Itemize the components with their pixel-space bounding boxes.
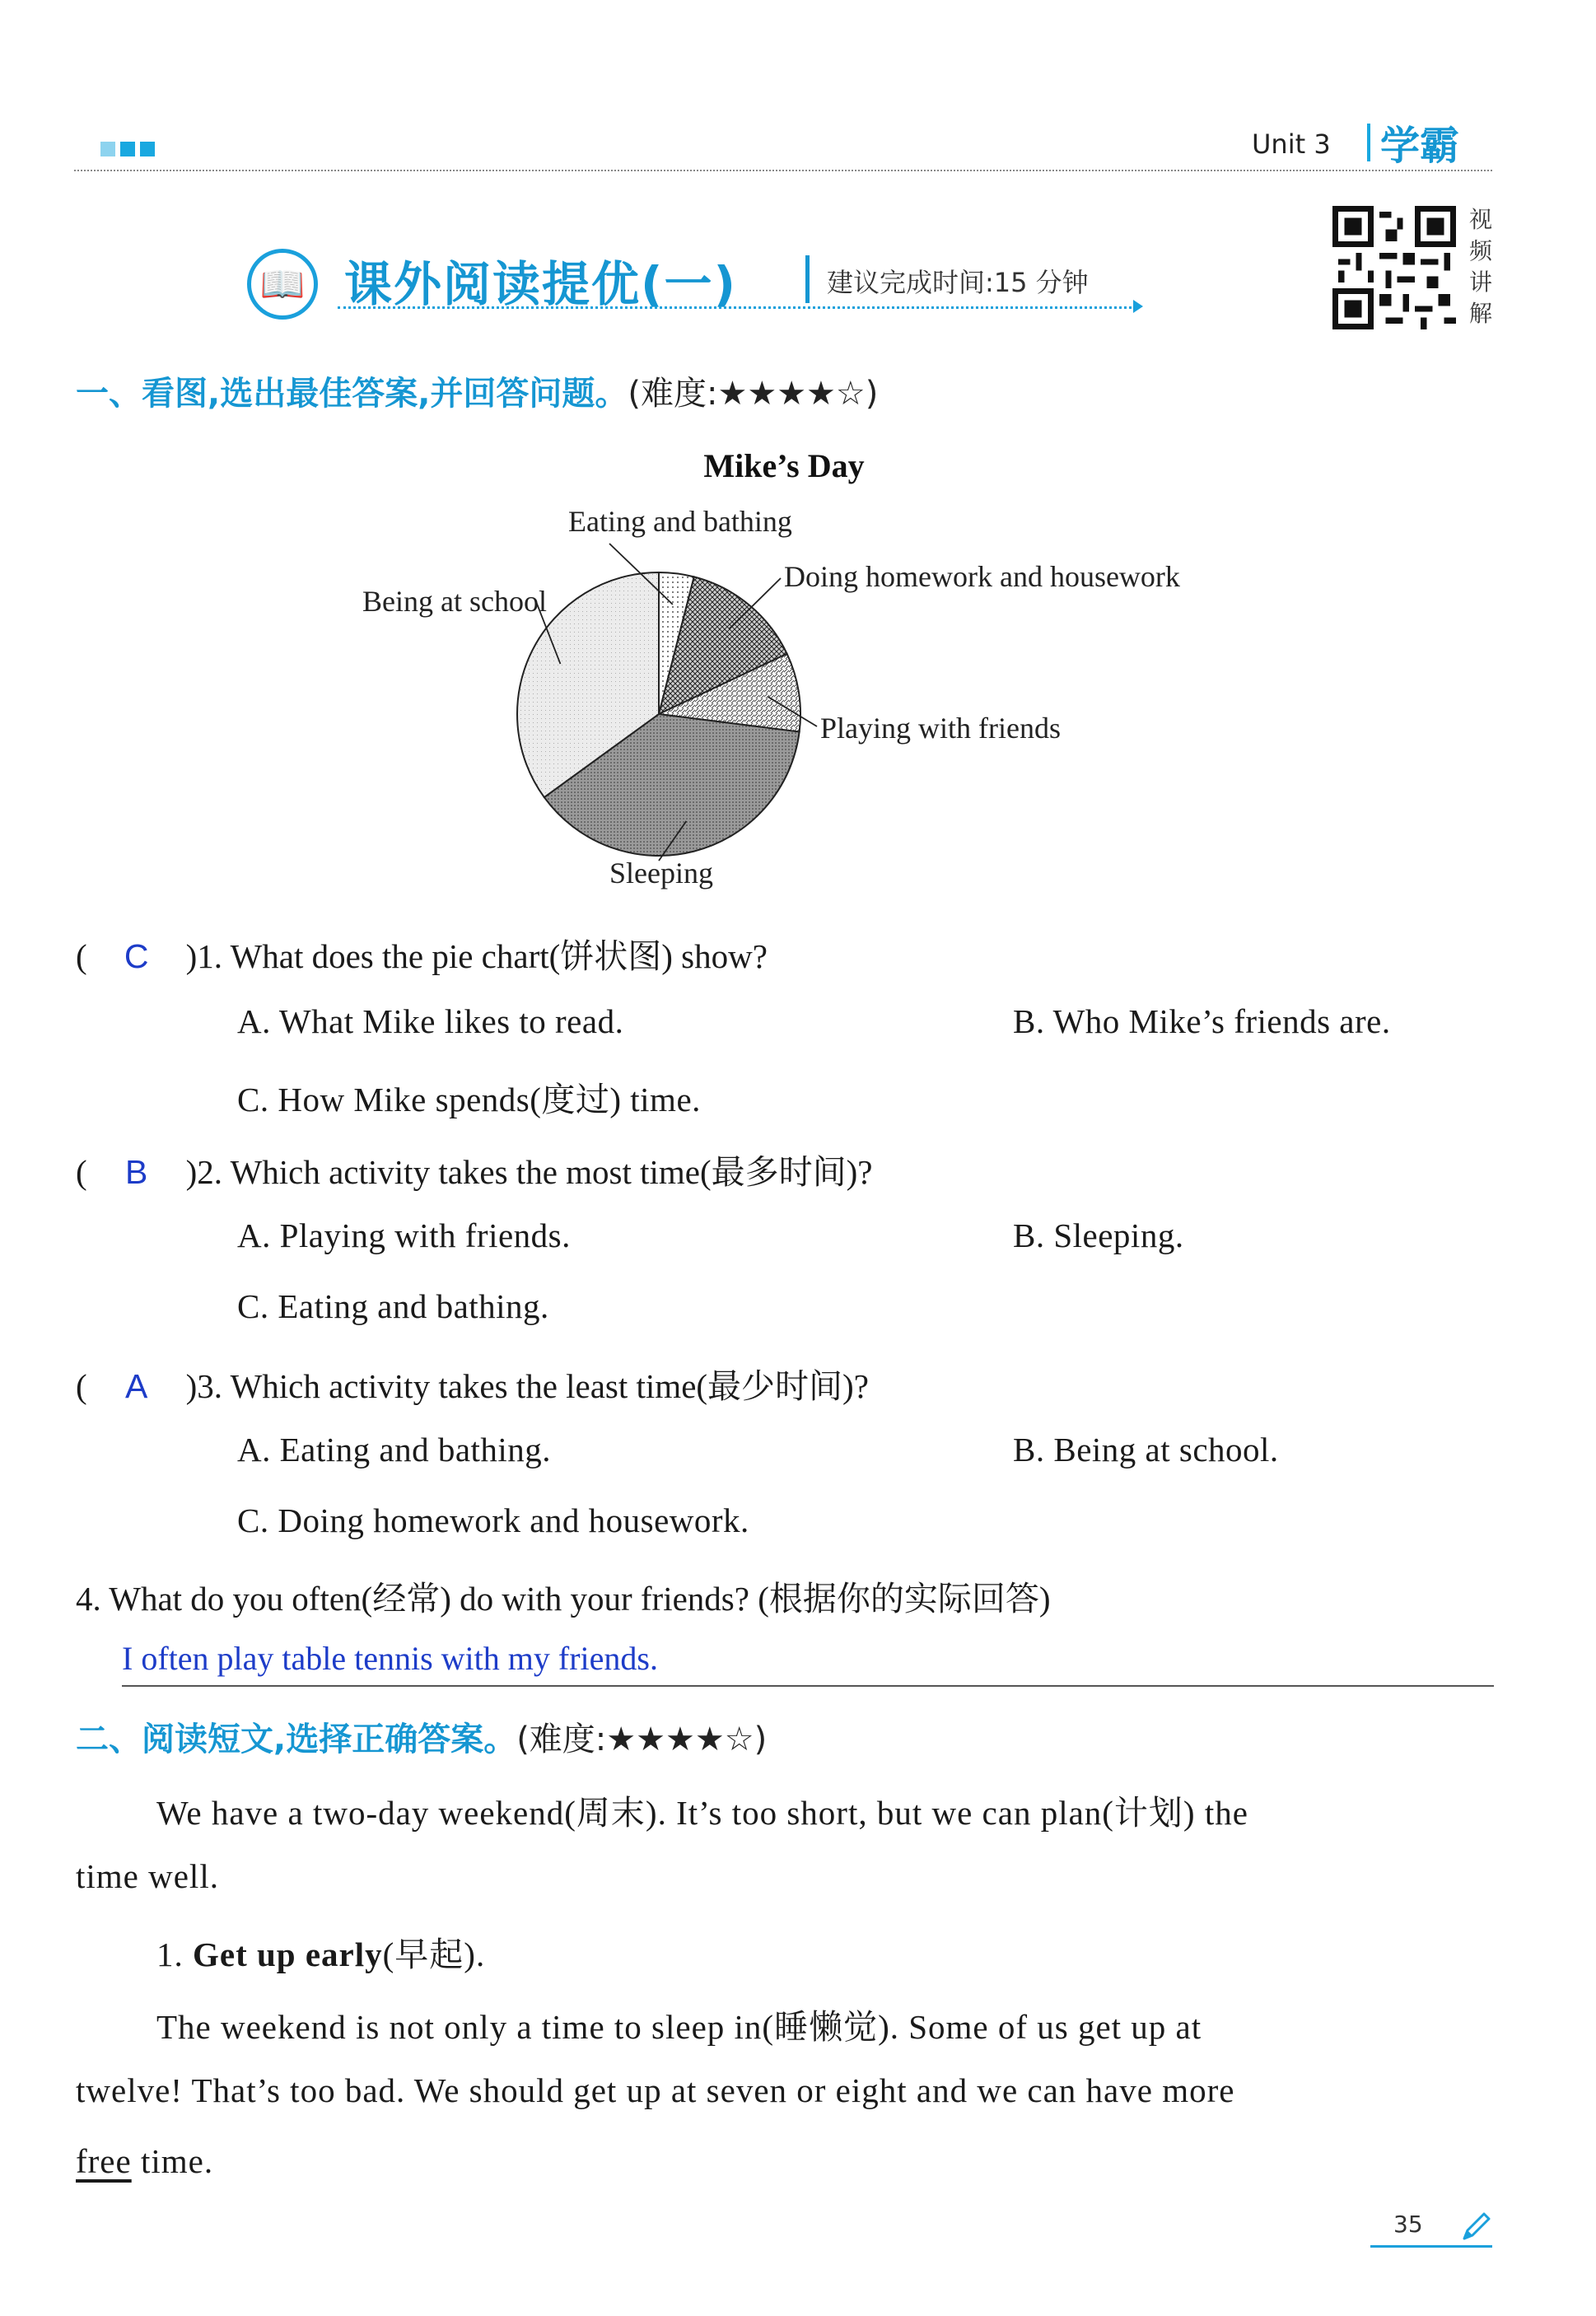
pie-label-playing: Playing with friends xyxy=(820,712,1061,745)
q1-option-c: C. How Mike spends(度过) time. xyxy=(237,1081,701,1118)
pie-label-sleeping: Sleeping xyxy=(609,857,713,890)
page-number-rule xyxy=(1370,2245,1492,2248)
q2-option-c: C. Eating and bathing. xyxy=(237,1287,549,1325)
answer-2: B xyxy=(124,1153,148,1191)
answer-4: I often play table tennis with my friends. xyxy=(122,1640,658,1677)
pie-label-eating: Eating and bathing xyxy=(568,511,792,538)
paragraph-1-line-1: We have a two-day weekend(周末). It’s too short, but we can plan(计划) the xyxy=(156,1794,1248,1832)
pie-label-school: Being at school xyxy=(362,585,547,618)
paragraph-2-line-1: The weekend is not only a time to sleep in(睡懒觉). Some of us get up at xyxy=(156,2008,1202,2046)
pie-chart xyxy=(329,511,1235,898)
answer-line xyxy=(122,1685,1494,1687)
question-2: ( B )2. Which activity takes the most time(最多时间)? xyxy=(76,1153,873,1191)
chart-title: Mike’s Day xyxy=(703,447,865,484)
pie-label-homework: Doing homework and housework xyxy=(784,560,1180,593)
answer-1: C xyxy=(124,937,149,975)
section1-heading: 一、看图,选出最佳答案,并回答问题。(难度:★★★★☆) xyxy=(76,375,879,413)
q2-option-b: B. Sleeping. xyxy=(1013,1216,1184,1254)
q1-option-a: A. What Mike likes to read. xyxy=(237,1002,624,1040)
q2-option-a: A. Playing with friends. xyxy=(237,1216,571,1254)
qr-code-icon[interactable] xyxy=(1332,206,1456,329)
page-number: 35 xyxy=(1393,2211,1423,2238)
time-hint: 建议完成时间:15 分钟 xyxy=(827,267,1089,298)
page-title: 课外阅读提优(一) xyxy=(344,256,738,312)
paragraph-2-line-3: free time. xyxy=(76,2142,214,2180)
header-rule xyxy=(74,170,1492,171)
section2-heading: 二、阅读短文,选择正确答案。(难度:★★★★☆) xyxy=(76,1721,768,1758)
pencil-icon xyxy=(1459,2211,1492,2244)
title-divider xyxy=(805,255,810,303)
q3-option-a: A. Eating and bathing. xyxy=(237,1431,552,1469)
qr-video-label: 视 频 讲 解 xyxy=(1468,206,1492,327)
book-icon: 📖 xyxy=(247,249,318,320)
arrow-icon xyxy=(1133,300,1143,313)
q1-option-b: B. Who Mike’s friends are. xyxy=(1013,1002,1391,1040)
brand-logo: 学霸 xyxy=(1380,123,1460,169)
subheading-1: 1. Get up early(早起). xyxy=(156,1935,486,1973)
q3-option-b: B. Being at school. xyxy=(1013,1431,1279,1469)
difficulty-rating: (难度:★★★★☆) xyxy=(628,375,879,413)
header-decoration xyxy=(100,142,155,156)
question-4: 4. What do you often(经常) do with your friends? (根据你的实际回答) xyxy=(76,1580,1051,1618)
question-1: ( C )1. What does the pie chart(饼状图) show? xyxy=(76,937,768,975)
question-3: ( A )3. Which activity takes the least time(最少时间)? xyxy=(76,1367,869,1405)
paragraph-2-line-2: twelve! That’s too bad. We should get up at seven or eight and we can have more xyxy=(76,2071,1235,2109)
answer-3: A xyxy=(124,1367,148,1405)
unit-label: Unit 3 xyxy=(1252,128,1331,160)
q3-option-c: C. Doing homework and housework. xyxy=(237,1501,749,1539)
difficulty-rating-2: (难度:★★★★☆) xyxy=(516,1721,768,1758)
header-divider xyxy=(1367,124,1370,161)
paragraph-1-line-2: time well. xyxy=(76,1857,219,1895)
title-underline xyxy=(338,306,1136,309)
